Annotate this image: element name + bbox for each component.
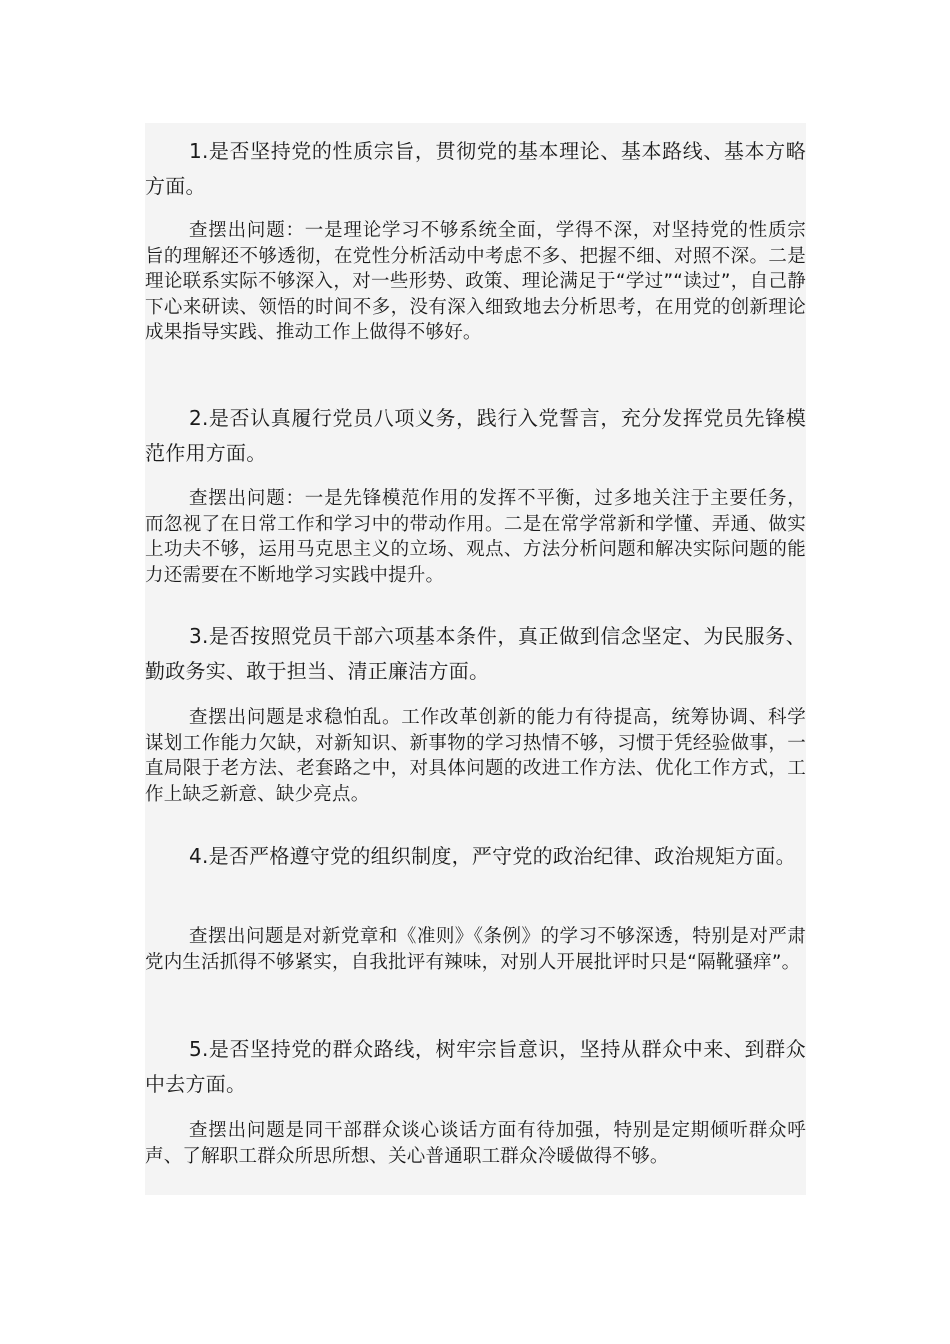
section-4-body: 查摆出问题是对新党章和《准则》《条例》的学习不够深透，特别是对严肃党内生活抓得不够紧实，自我批评有辣味，对别人开展批评时只是“隔靴骚痒”。: [145, 926, 806, 973]
section-4-heading: 4.是否严格遵守党的组织制度，严守党的政治纪律、政治规矩方面。: [189, 844, 796, 868]
section-3-heading: 3.是否按照党员干部六项基本条件，真正做到信念坚定、为民服务、勤政务实、敢于担当、清正廉洁方面。: [145, 624, 806, 683]
document-page: [145, 123, 806, 1195]
section-1-heading: 1.是否坚持党的性质宗旨，贯彻党的基本理论、基本路线、基本方略方面。: [145, 139, 806, 198]
section-3-body: 查摆出问题是求稳怕乱。工作改革创新的能力有待提高，统筹协调、科学谋划工作能力欠缺，对新知识、新事物的学习热情不够，习惯于凭经验做事，一直局限于老方法、老套路之中，对具体问题的改进工作方法、优化工作方式，工作上缺乏新意、缺少亮点。: [145, 707, 806, 805]
section-2-heading: 2.是否认真履行党员八项义务，践行入党誓言，充分发挥党员先锋模范作用方面。: [145, 406, 806, 465]
section-5-heading: 5.是否坚持党的群众路线，树牢宗旨意识，坚持从群众中来、到群众中去方面。: [145, 1037, 806, 1096]
section-2-body: 查摆出问题：一是先锋模范作用的发挥不平衡，过多地关注于主要任务，而忽视了在日常工作和学习中的带动作用。二是在常学常新和学懂、弄通、做实上功夫不够，运用马克思主义的立场、观点、方法分析问题和解决实际问题的能力还需要在不断地学习实践中提升。: [145, 488, 806, 586]
section-5-body: 查摆出问题是同干部群众谈心谈话方面有待加强，特别是定期倾听群众呼声、了解职工群众所思所想、关心普通职工群众冷暖做得不够。: [145, 1120, 806, 1167]
section-1-body: 查摆出问题：一是理论学习不够系统全面，学得不深，对坚持党的性质宗旨的理解还不够透彻，在党性分析活动中考虑不多、把握不细、对照不深。二是理论联系实际不够深入，对一些形势、政策、理论满足于“学过”“读过”，自己静下心来研读、领悟的时间不多，没有深入细致地去分析思考，在用党的创新理论成果指导实践、推动工作上做得不够好。: [145, 220, 806, 344]
